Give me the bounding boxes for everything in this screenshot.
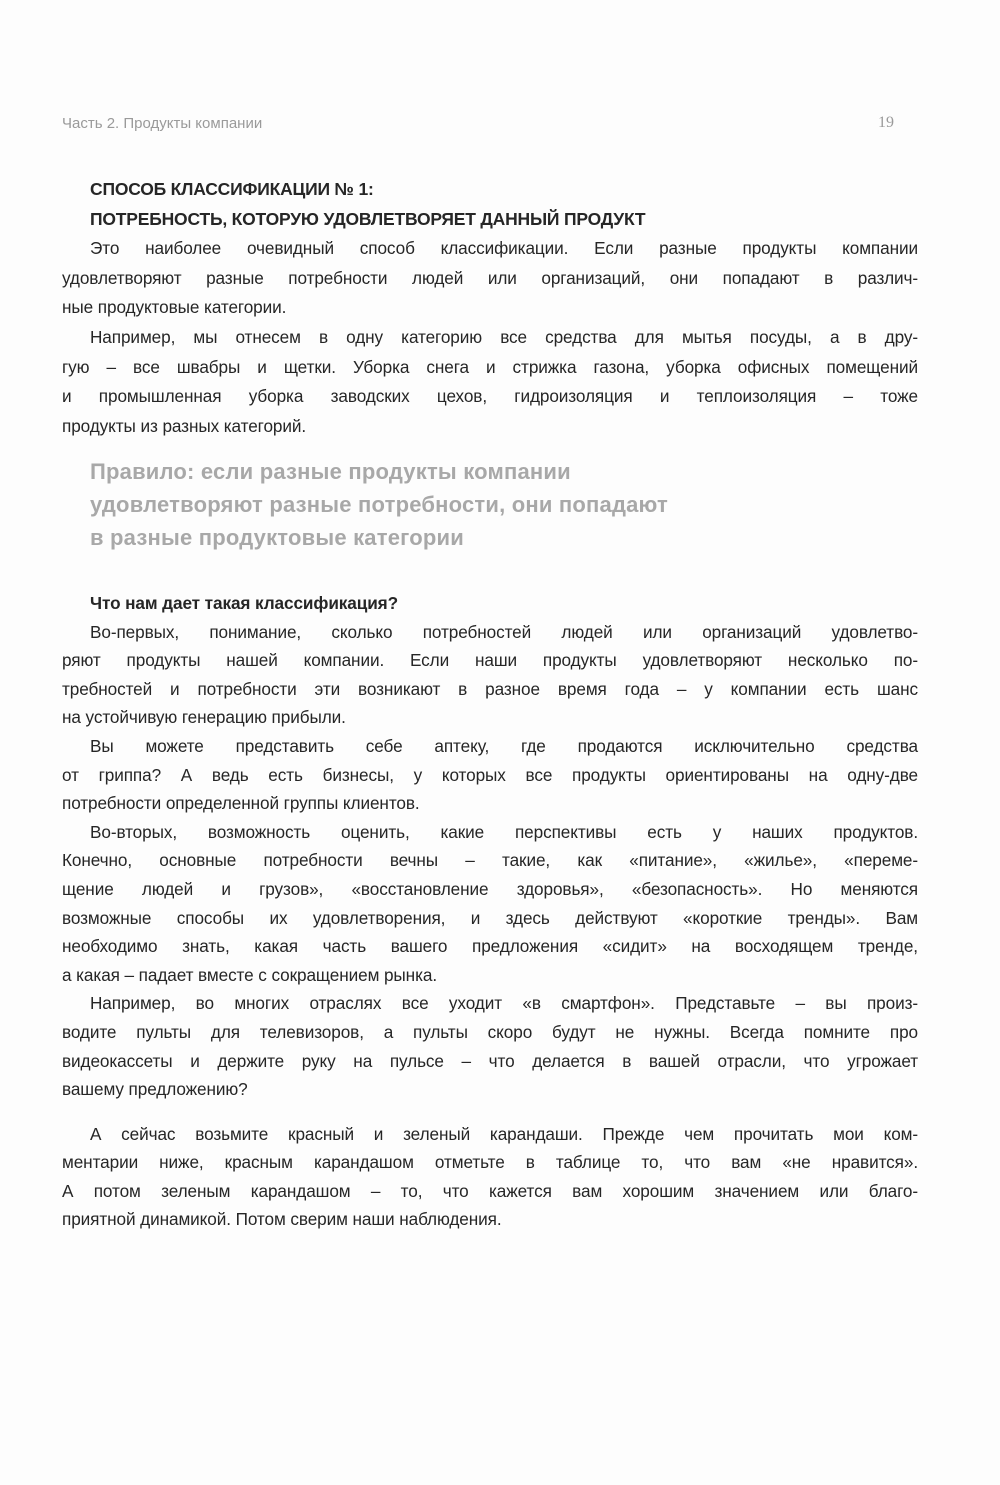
paragraph-line: возможные способы их удовлетворения, и здесь действуют «короткие тренды». Вам [62,907,918,928]
paragraph-line: А сейчас возьмите красный и зеленый карандаши. Прежде чем прочитать мои ком- [90,1123,918,1144]
paragraph-line: и промышленная уборка заводских цехов, гидроизоляция и теплоизоляция – тоже [62,386,918,407]
paragraph-line: от гриппа? А ведь есть бизнесы, у которых все продукты ориентированы на одну-две [62,764,918,785]
section-body [62,234,918,441]
paragraph-line: требностей и потребности эти возникают в разное время года – у компании есть шанс [62,678,918,699]
paragraph-line: а какая – падает вместе с сокращением рынка. [62,964,438,985]
page-number: 19 [878,114,894,131]
paragraph-line: приятной динамикой. Потом сверим наши наблюдения. [62,1209,502,1230]
subsection-heading: Что нам дает такая классификация? [90,593,399,613]
paragraph-line: гую – все швабры и щетки. Уборка снега и стрижка газона, уборка офисных помещений [62,356,918,377]
paragraph-line: Во-первых, понимание, сколько потребностей людей или организаций удовлетво- [90,621,918,642]
rule-line: удовлетворяют разные потребности, они попадают [90,492,668,517]
subsection [62,589,918,1104]
paragraph-line: вашему предложению? [62,1079,248,1100]
section-heading: СПОСОБ КЛАССИФИКАЦИИ № 1: [90,179,374,199]
closing-section [62,1120,918,1234]
paragraph-line: ментарии ниже, красным карандашом отметьте в таблице то, что вам «не нравится». [62,1152,918,1173]
paragraph-line: Вы можете представить себе аптеку, где продаются исключительно средства [90,735,918,756]
rule-line: в разные продуктовые категории [90,525,464,550]
paragraph-line: необходимо знать, какая часть вашего предложения «сидит» на восходящем тренде, [62,936,918,957]
rule-line: Правило: если разные продукты компании [90,459,571,484]
lower-content [62,589,918,1234]
paragraph-line: видеокассеты и держите руку на пульсе – что делается в вашей отрасли, что угрожает [62,1050,918,1071]
paragraph-line: Например, во многих отраслях все уходит «в смартфон». Представьте – вы произ- [90,993,918,1014]
paragraph-line: потребности определенной группы клиентов. [62,793,420,814]
paragraph-line: Это наиболее очевидный способ классификации. Если разные продукты компании [90,238,918,259]
paragraph-line: А потом зеленым карандашом – то, что кажется вам хорошим значением или благо- [62,1180,918,1201]
section-heading: ПОТРЕБНОСТЬ, КОТОРУЮ УДОВЛЕТВОРЯЕТ ДАННЫЙ ПРОДУКТ [90,208,646,229]
paragraph-line: удовлетворяют разные потребности людей или организаций, они попадают в различ- [62,267,918,288]
paragraph-line: водите пульты для телевизоров, а пульты скоро будут не нужны. Всегда помните про [62,1021,918,1042]
section-1 [62,175,918,441]
paragraph-line: Во-вторых, возможность оценить, какие перспективы есть у наших продуктов. [90,821,918,842]
paragraph-line: на устойчивую генерацию прибыли. [62,707,346,728]
paragraph-line: Например, мы отнесем в одну категорию все средства для мытья посуды, а в дру- [90,326,918,347]
closing-body [62,1120,918,1234]
subsection-body [62,618,918,1104]
paragraph-line: щение людей и грузов», «восстановление здоровья», «безопасность». Но меняются [62,878,918,899]
paragraph-line: продукты из разных категорий. [62,415,307,436]
paragraph-line: Конечно, основные потребности вечны – такие, как «питание», «жилье», «переме- [62,850,918,871]
paragraph-line: ные продуктовые категории. [62,297,287,318]
paragraph-line: ряют продукты нашей компании. Если наши продукты удовлетворяют несколько по- [62,650,918,671]
running-header: Часть 2. Продукты компании [62,115,263,132]
rule-callout [90,455,668,554]
